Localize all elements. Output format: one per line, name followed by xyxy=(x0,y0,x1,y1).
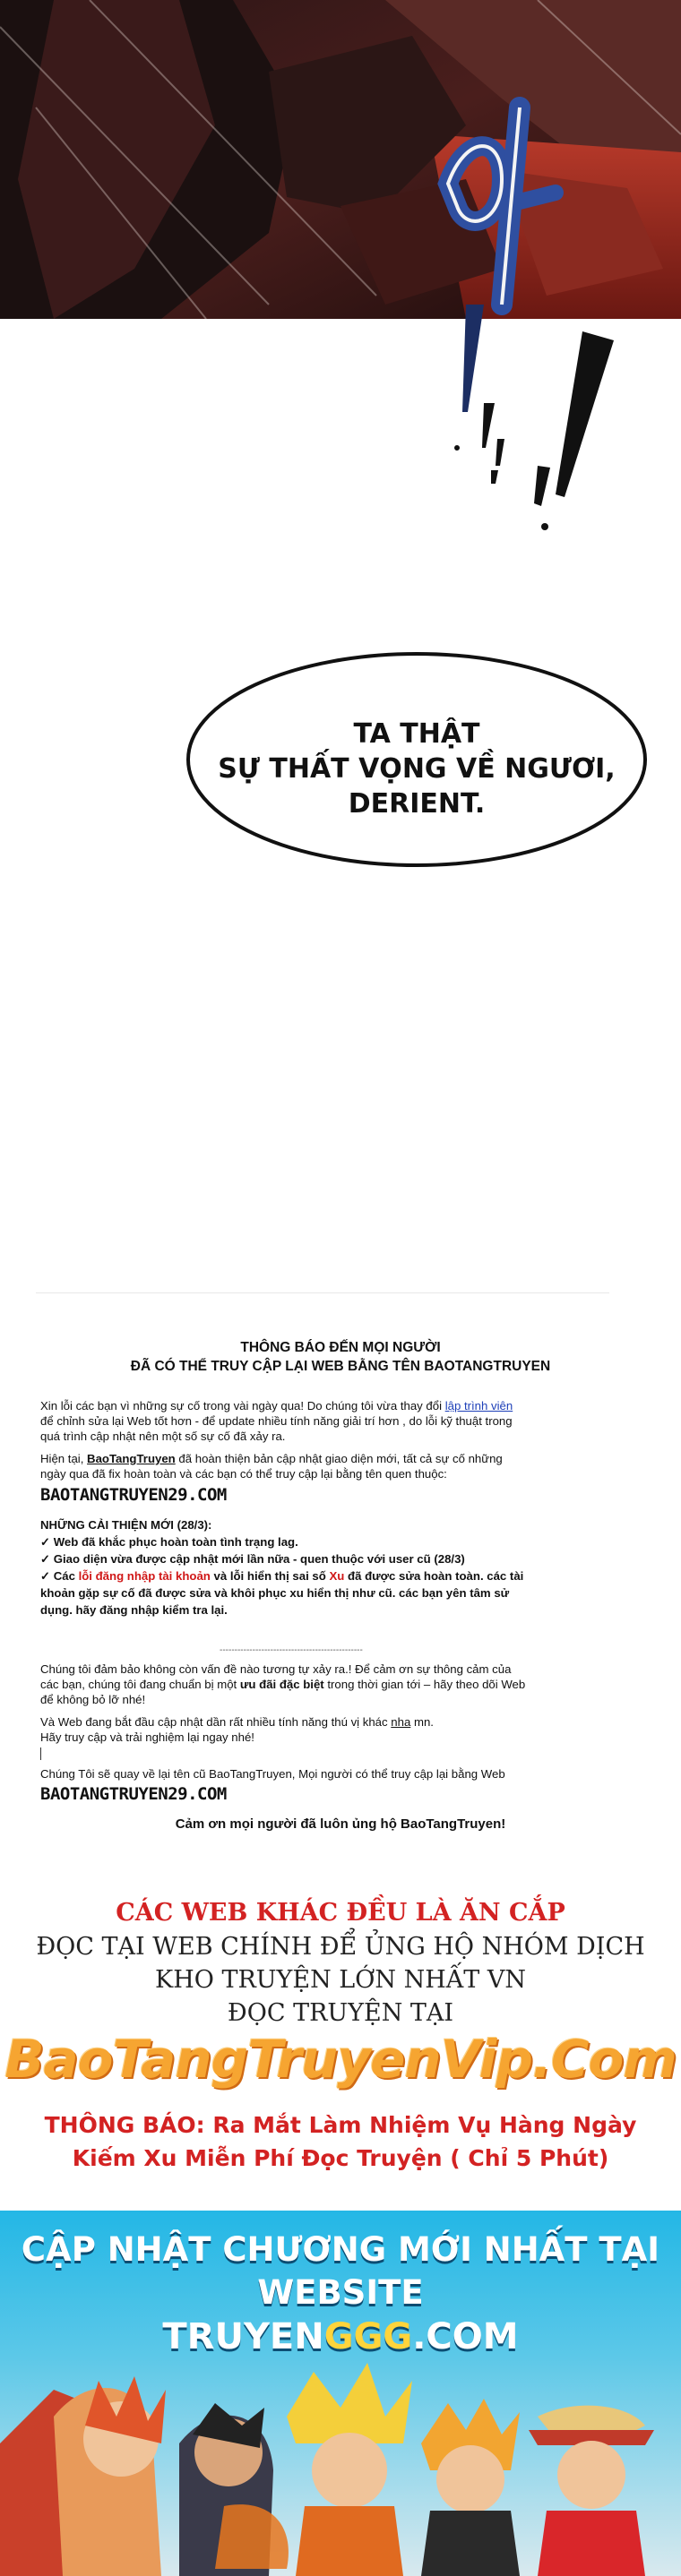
comic-panel-art xyxy=(0,0,681,319)
notice-paragraph-1b: để chỉnh sửa lại Web tốt hơn - để update nhiều tính năng giải trí hơn , do lỗi kỹ thuật trong xyxy=(40,1414,513,1428)
ad-notice-1: THÔNG BÁO: Ra Mắt Làm Nhiệm Vụ Hàng Ngày xyxy=(44,2112,637,2138)
bubble-line-3: DERIENT. xyxy=(348,788,486,820)
speech-bubble-text xyxy=(184,717,650,821)
sfx-drip-marks xyxy=(430,305,654,537)
banner-site-url[interactable]: TRUYENGGG.COM xyxy=(162,2316,519,2357)
ad-line-4: ĐỌC TRUYỆN TẠI xyxy=(227,1999,454,2027)
changes-title: NHỮNG CẢI THIỆN MỚI (28/3): xyxy=(40,1518,212,1532)
notice-paragraph-6: Chúng Tôi sẽ quay về lại tên cũ BaoTangTruyen, Mọi người có thể truy cập lại bằng Web xyxy=(40,1767,505,1781)
notice-paragraph-1c: quá trình cập nhật nên một số sự cố đã xảy ra. xyxy=(40,1430,286,1443)
change-item-1: ✓ Web đã khắc phục hoàn toàn tình trạng lag. xyxy=(40,1535,298,1549)
site-url-2[interactable]: BAOTANGTRUYEN29.COM xyxy=(40,1784,227,1804)
section-divider xyxy=(36,1292,609,1293)
notice-paragraph-1: Xin lỗi các bạn vì những sự cố trong vài ngày qua! Do chúng tôi vừa thay đổi lập trình viên xyxy=(40,1399,513,1413)
ad-line-2: ĐỌC TẠI WEB CHÍNH ĐỂ ỦNG HỘ NHÓM DỊCH xyxy=(36,1933,645,1961)
promo-banner[interactable] xyxy=(0,2211,681,2576)
notice-paragraph-5: Hãy truy cập và trải nghiệm lại ngay nhé! xyxy=(40,1730,254,1744)
notice-title: THÔNG BÁO ĐẾN MỌI NGƯỜI xyxy=(240,1340,441,1355)
ad-line-3: KHO TRUYỆN LỚN NHẤT VN xyxy=(155,1966,526,1994)
link-baotangtruyen[interactable]: BaoTangTruyen xyxy=(87,1452,176,1465)
link-lap-trinh-vien[interactable]: lập trình viên xyxy=(444,1399,513,1413)
change-item-3: ✓ Các lỗi đăng nhập tài khoản và lỗi hiển thị sai số Xu đã được sửa hoàn toàn. các tài xyxy=(40,1569,524,1583)
ad-notice-2: Kiếm Xu Miễn Phí Đọc Truyện ( Chỉ 5 Phút) xyxy=(72,2145,609,2171)
notice-paragraph-3c: để không bỏ lỡ nhé! xyxy=(40,1693,146,1706)
notice-paragraph-2b: ngày qua đã fix hoàn toàn và các bạn có thể truy cập lại bằng tên quen thuộc: xyxy=(40,1467,447,1481)
banner-text xyxy=(0,2228,681,2359)
change-item-3c: dụng. hãy đăng nhập kiểm tra lại. xyxy=(40,1603,228,1617)
notice-paragraph-2: Hiện tại, BaoTangTruyen đã hoàn thiện bản cập nhật giao diện mới, tất cả sự cố những xyxy=(40,1452,503,1465)
change-item-2: ✓ Giao diện vừa được cập nhật mới lần nữa - quen thuộc với user cũ (28/3) xyxy=(40,1552,465,1566)
text-cursor xyxy=(40,1747,41,1760)
notice-thanks: Cảm ơn mọi người đã luôn ủng hộ BaoTangTruyen! xyxy=(175,1816,506,1832)
notice-paragraph-3b: các bạn, chúng tôi đang chuẩn bị một ưu đãi đặc biệt trong thời gian tới – hãy theo dõi Web xyxy=(40,1678,526,1691)
notice-subtitle: ĐÃ CÓ THỂ TRUY CẬP LẠI WEB BẰNG TÊN BAOTANGTRUYEN xyxy=(130,1359,551,1374)
brand-site-link[interactable]: BaoTangTruyenVip.Com xyxy=(4,2029,677,2090)
bubble-line-1: TA THẬT xyxy=(353,718,480,750)
bubble-line-2: SỰ THẤT VỌNG VỀ NGƯƠI, xyxy=(218,753,616,785)
change-item-3b: khoản gặp sự cố đã được sửa và khôi phục xu hiển thị như cũ. các bạn yên tâm sử xyxy=(40,1586,510,1600)
ad-warning: CÁC WEB KHÁC ĐỀU LÀ ĂN CẮP xyxy=(116,1899,565,1927)
notice-paragraph-3: Chúng tôi đảm bảo không còn vấn đề nào tương tự xảy ra.! Để cảm ơn sự thông cảm của xyxy=(40,1662,512,1676)
banner-line-1: CẬP NHẬT CHƯƠNG MỚI NHẤT TẠI WEBSITE xyxy=(21,2230,660,2312)
comic-panel-top xyxy=(0,0,681,319)
site-url-1[interactable]: BAOTANGTRUYEN29.COM xyxy=(40,1485,227,1505)
notice-divider: ------------------------------------------------ xyxy=(220,1645,363,1655)
notice-paragraph-4: Và Web đang bắt đầu cập nhật dần rất nhiều tính năng thú vị khác nha mn. xyxy=(40,1715,434,1729)
